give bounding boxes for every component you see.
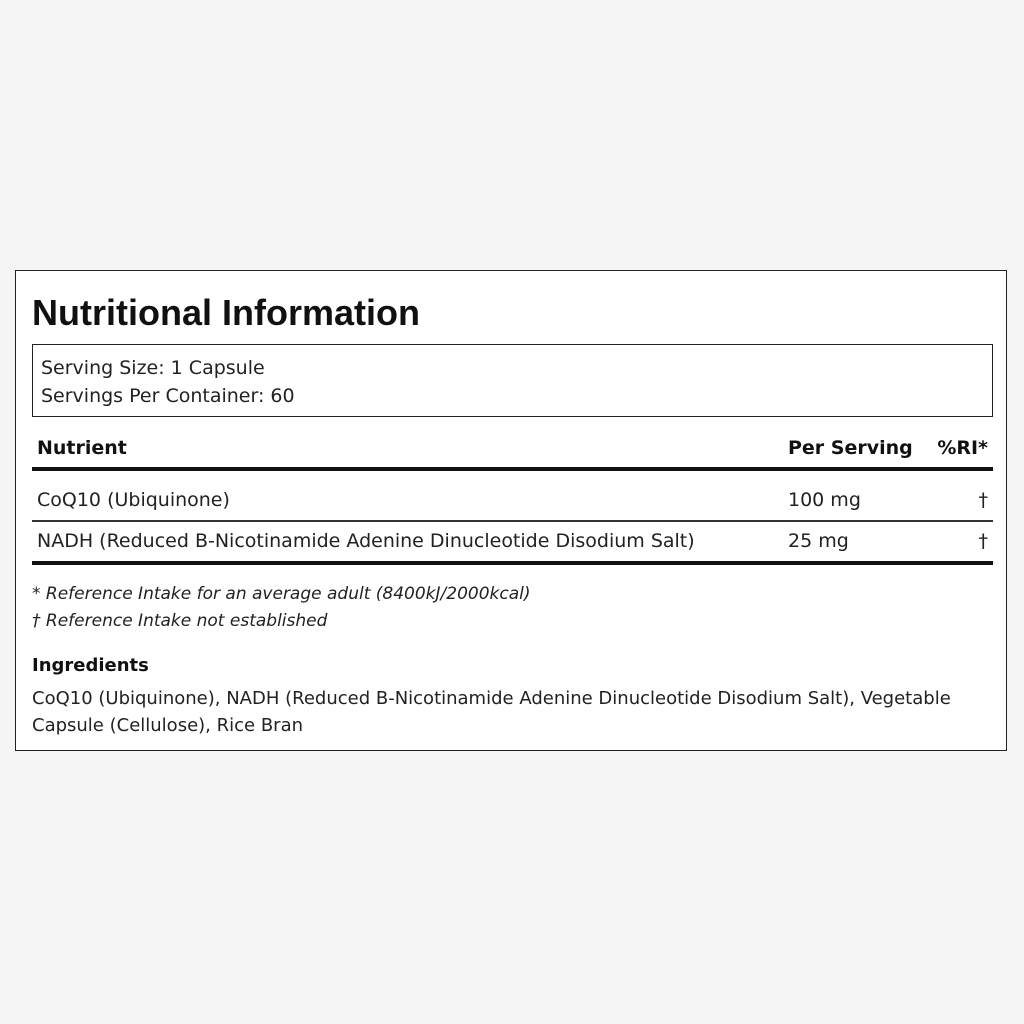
row-nutrient: CoQ10 (Ubiquinone)	[37, 489, 230, 511]
header-nutrient: Nutrient	[37, 437, 127, 459]
footnote-ri: * Reference Intake for an average adult (8400kJ/2000kcal)	[32, 584, 531, 604]
footnote-dagger: † Reference Intake not established	[32, 611, 328, 631]
table-row	[32, 480, 993, 520]
panel-title: Nutritional Information	[32, 292, 420, 333]
row-ri: †	[978, 489, 988, 511]
row-per-serving: 25 mg	[788, 530, 849, 552]
table-row	[32, 521, 993, 561]
header-ri: %RI*	[937, 437, 988, 459]
serving-size: Serving Size: 1 Capsule	[41, 357, 265, 379]
header-per-serving: Per Serving	[788, 437, 913, 459]
ingredients-heading: Ingredients	[32, 655, 149, 676]
serving-info-box	[32, 344, 993, 417]
servings-per-container: Servings Per Container: 60	[41, 385, 295, 407]
row-nutrient: NADH (Reduced B-Nicotinamide Adenine Dinucleotide Disodium Salt)	[37, 530, 695, 552]
ingredients-text: CoQ10 (Ubiquinone), NADH (Reduced B-Nicotinamide Adenine Dinucleotide Disodium Salt), Vegetable Capsule (Cellulose), Rice Bran	[32, 688, 951, 736]
row-per-serving: 100 mg	[788, 489, 861, 511]
header-divider	[32, 467, 993, 471]
nutrition-panel	[15, 270, 1007, 751]
row-ri: †	[978, 530, 988, 552]
table-header-row	[32, 433, 993, 463]
table-bottom-divider	[32, 561, 993, 565]
footnotes	[32, 581, 531, 635]
